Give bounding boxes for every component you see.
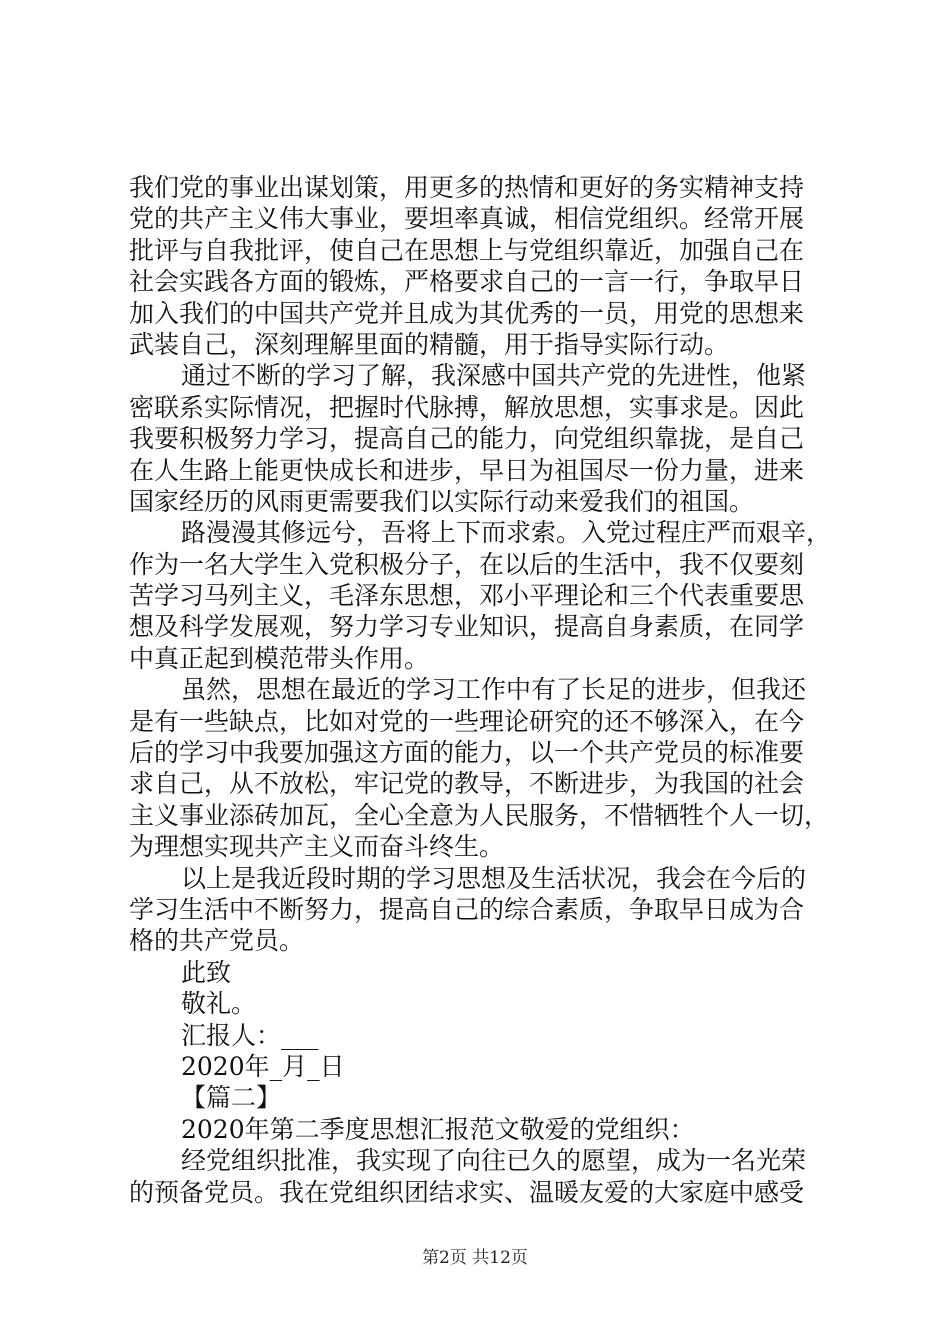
text-line: 作为一名大学生入党积极分子，在以后的生活中，我不仅要刻	[129, 549, 805, 579]
text-line: 中真正起到模范带头作用。	[129, 643, 430, 673]
text-line: 主义事业添砖加瓦，全心全意为人民服务，不惜牺牲个人一切，	[129, 800, 830, 830]
text-line: 后的学习中我要加强这方面的能力，以一个共产党员的标准要	[129, 738, 805, 768]
text-line: 的预备党员。我在党组织团结求实、温暖友爱的大家庭中感受	[129, 1177, 805, 1207]
paragraph-first-line: 虽然，思想在最近的学习工作中有了长足的进步，但我还	[181, 675, 807, 705]
text-line: 批评与自我批评，使自己在思想上与党组织靠近，加强自己在	[129, 235, 805, 265]
text-line: 我要积极努力学习，提高自己的能力，向党组织靠拢，是自己	[129, 424, 805, 454]
reporter-signature: 汇报人：___	[181, 1020, 319, 1050]
text-line: 求自己，从不放松，牢记党的教导，不断进步，为我国的社会	[129, 769, 805, 799]
text-line: 加入我们的中国共产党并且成为其优秀的一员，用党的思想来	[129, 298, 805, 328]
text-line: 国家经历的风雨更需要我们以实际行动来爱我们的祖国。	[129, 486, 755, 516]
text-line: 我们党的事业出谋划策，用更多的热情和更好的务实精神支持	[129, 173, 805, 202]
text-line: 社会实践各方面的锻炼，严格要求自己的一言一行，争取早日	[129, 267, 805, 297]
text-line: 为理想实现共产主义而奋斗终生。	[129, 832, 505, 862]
text-line: 苦学习马列主义，毛泽东思想，邓小平理论和三个代表重要思	[129, 581, 805, 611]
text-line: 想及科学发展观，努力学习专业知识，提高自身素质，在同学	[129, 612, 805, 642]
paragraph-first-line: 经党组织批准，我实现了向往已久的愿望，成为一名光荣	[181, 1146, 807, 1176]
document-body	[129, 172, 839, 1208]
text-line: 是有一些缺点，比如对党的一些理论研究的还不够深入，在今	[129, 706, 805, 736]
text-line: 党的共产主义伟大事业，要坦率真诚，相信党组织。经常开展	[129, 204, 805, 234]
report-date: 2020年_月_日	[181, 1051, 345, 1081]
paragraph-first-line: 以上是我近段时期的学习思想及生活状况，我会在今后的	[181, 863, 807, 893]
paragraph-first-line: 通过不断的学习了解，我深感中国共产党的先进性，他紧	[181, 361, 807, 391]
section-title: 2020年第二季度思想汇报范文敬爱的党组织：	[181, 1114, 695, 1144]
text-line: 格的共产党员。	[129, 926, 305, 956]
text-line: 武装自己，深刻理解里面的精髓，用于指导实际行动。	[129, 329, 730, 359]
text-line: 学习生活中不断努力，提高自己的综合素质，争取早日成为合	[129, 894, 805, 924]
closing-salutation: 此致	[181, 957, 232, 987]
paragraph-first-line: 路漫漫其修远兮，吾将上下而求索。入党过程庄严而艰辛，	[181, 518, 832, 548]
section-heading: 【篇二】	[181, 1083, 282, 1113]
text-line: 密联系实际情况，把握时代脉搏，解放思想，实事求是。因此	[129, 392, 805, 422]
text-line: 在人生路上能更快成长和进步，早日为祖国尽一份力量，进来	[129, 455, 805, 485]
closing-regards: 敬礼。	[181, 989, 257, 1019]
page-number-footer: 第2页 共12页	[422, 1248, 528, 1268]
